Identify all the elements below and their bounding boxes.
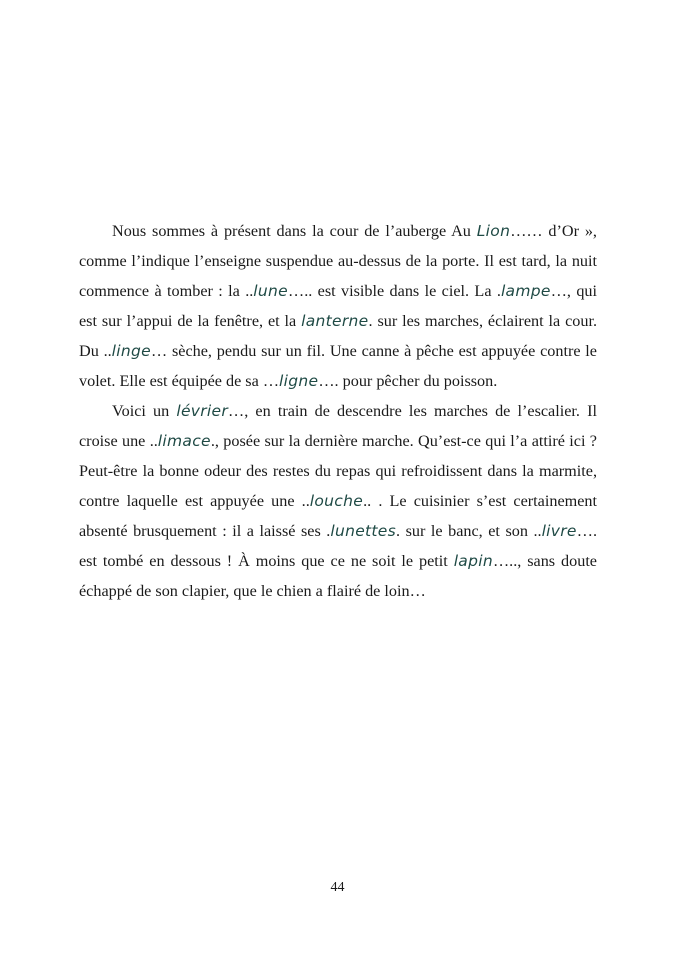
handwritten-answer: lapin	[453, 552, 493, 570]
text-segment: .. . Le cuisinier s’est certainement absenté brusquement : il a laissé ses .	[79, 492, 597, 540]
handwritten-answer: livre	[541, 522, 577, 540]
text-segment: ….., sans doute échappé de son clapier, que le chien a flairé de loin…	[79, 552, 597, 600]
text-segment: Nous sommes à présent dans la cour de l’auberge Au	[112, 222, 477, 240]
paragraph-2	[79, 396, 597, 606]
handwritten-answer: lanterne	[301, 312, 369, 330]
handwritten-answer: lampe	[500, 282, 551, 300]
text-segment: … sèche, pendu sur un fil. Une canne à pêche est appuyée contre le volet. Elle est équipée de sa …	[79, 342, 597, 390]
handwritten-answer: lévrier	[176, 402, 229, 420]
text-segment: ., posée sur la dernière marche. Qu’est-ce qui l’a attiré ici ? Peut-être la bonne odeur des restes du repas qui refroidissent dans la marmite, contre laquelle est appuyée une ..	[79, 432, 597, 510]
handwritten-answer: Lion	[476, 222, 511, 240]
handwritten-answer: louche	[309, 492, 364, 510]
text-segment: …… d’Or », comme l’indique l’enseigne suspendue au-dessus de la porte. Il est tard, la nuit commence à tomber : la ..	[79, 222, 597, 300]
text-segment: …, en train de descendre les marches de l’escalier. Il croise une ..	[79, 402, 597, 450]
text-segment: …. pour pêcher du poisson.	[318, 372, 498, 390]
page-number: 44	[330, 880, 345, 895]
handwritten-answer: linge	[111, 342, 151, 360]
handwritten-answer: ligne	[279, 372, 319, 390]
handwritten-answer: lunettes	[330, 522, 396, 540]
handwritten-answer: limace	[157, 432, 211, 450]
text-segment: …, qui est sur l’appui de la fenêtre, et la	[79, 282, 598, 330]
text-segment: Voici un	[112, 402, 177, 420]
page-text	[79, 216, 597, 606]
text-segment: ….. est visible dans le ciel. La .	[288, 282, 501, 300]
handwritten-answer: lune	[253, 282, 288, 300]
text-segment: …. est tombé en dessous ! À moins que ce ne soit le petit	[79, 522, 597, 570]
paragraph-1	[79, 216, 597, 396]
text-segment: . sur les marches, éclairent la cour. Du ..	[79, 312, 597, 360]
text-segment: . sur le banc, et son ..	[396, 522, 542, 540]
